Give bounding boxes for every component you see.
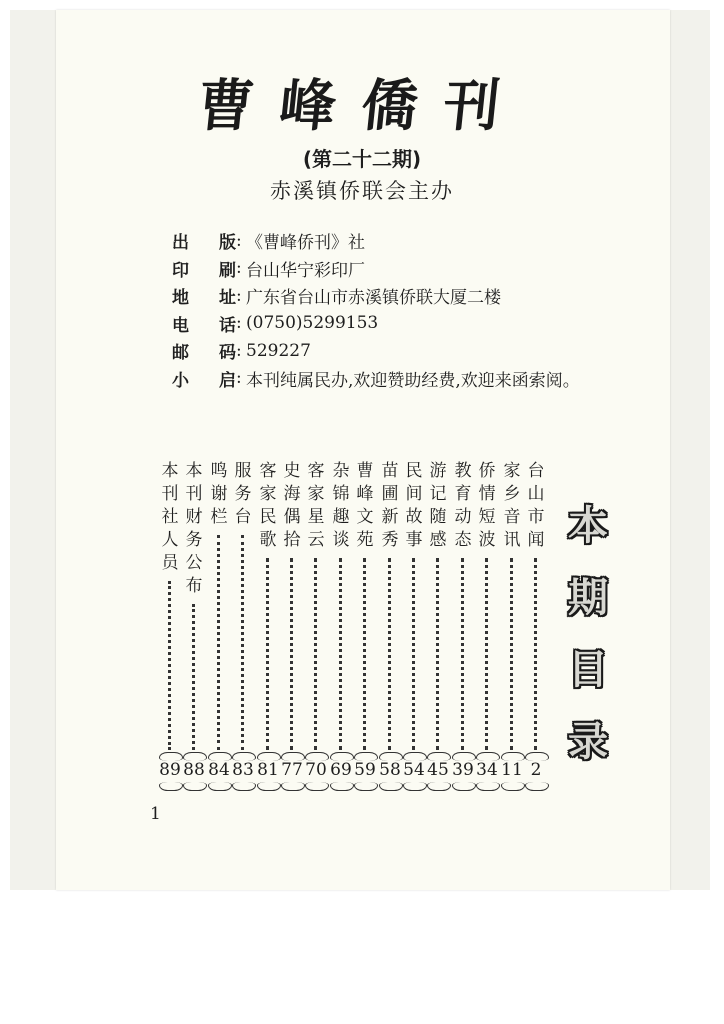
toc-leader-dots — [388, 558, 391, 750]
toc-entry-title-char: 间 — [405, 484, 423, 504]
toc-entry-title-char: 人 — [161, 530, 179, 550]
toc-page-number: 83 — [231, 760, 255, 780]
info-row-printer: 印 刷 : 台山华宁彩印厂 — [172, 255, 580, 283]
toc-entry-title-char: 公 — [185, 553, 203, 573]
toc-page-number: 89 — [158, 760, 182, 780]
toc-entry-title-char: 波 — [478, 530, 496, 550]
info-label: 电 话 — [172, 315, 236, 336]
toc-entry — [402, 460, 426, 552]
info-label: 邮 码 — [172, 343, 236, 364]
toc-page-number: 54 — [402, 760, 426, 780]
info-label: 印 刷 — [172, 260, 236, 281]
toc-entry-title-char: 海 — [283, 484, 301, 504]
info-value: 《曹峰侨刊》社 — [246, 233, 365, 254]
toc-entry-title-char: 动 — [454, 507, 472, 527]
toc-entry-title-char: 务 — [234, 484, 252, 504]
toc-entry — [158, 460, 182, 575]
toc-entry-title-char: 短 — [478, 507, 496, 527]
info-label: 出 版 — [172, 233, 236, 254]
toc-entry-title-char: 家 — [307, 484, 325, 504]
toc-entry-title-char: 苑 — [356, 530, 374, 550]
toc-entry-title-char: 讯 — [503, 530, 521, 550]
toc-entry-title-char: 曹 — [356, 461, 374, 481]
toc-page-number: 77 — [280, 760, 304, 780]
toc-entry-title-char: 闻 — [527, 530, 545, 550]
info-row-phone: 电 话 : (0750)5299153 — [172, 310, 580, 338]
toc-page-number: 88 — [182, 760, 206, 780]
toc-entry-title-char: 财 — [185, 507, 203, 527]
toc-entry-title-char: 新 — [381, 507, 399, 527]
toc-heading — [566, 490, 610, 778]
toc-entry-title-char: 乡 — [503, 484, 521, 504]
toc-heading-char: 本 — [568, 503, 608, 549]
toc-entry-title-char: 谈 — [332, 530, 350, 550]
toc-page-number: 11 — [500, 760, 524, 780]
toc-entry-title-char: 事 — [405, 530, 423, 550]
toc-heading-char: 期 — [568, 575, 608, 621]
toc-entry — [353, 460, 377, 552]
toc-entry — [207, 460, 231, 529]
toc-entry-title-char: 史 — [283, 461, 301, 481]
toc-entry-title-char: 客 — [307, 461, 325, 481]
toc-leader-dots — [266, 558, 269, 750]
toc-entry — [451, 460, 475, 552]
toc-leader-dots — [485, 558, 488, 750]
toc-entry-title-char: 务 — [185, 530, 203, 550]
toc-page-number: 58 — [378, 760, 402, 780]
info-value: 本刊纯属民办,欢迎赞助经费,欢迎来函索阅。 — [246, 370, 580, 391]
toc-leader-dots — [510, 558, 513, 750]
toc-leader-dots — [168, 581, 171, 750]
toc-leader-dots — [241, 535, 244, 750]
toc-page-number: 45 — [426, 760, 450, 780]
masthead-title: 曹峰僑刊 — [194, 73, 530, 139]
toc-entry-title-char: 随 — [429, 507, 447, 527]
toc-entry-title-char: 态 — [454, 530, 472, 550]
toc-entry-title-char: 家 — [259, 484, 277, 504]
toc-entry-title-char: 育 — [454, 484, 472, 504]
toc-entry — [231, 460, 255, 529]
toc-entry — [475, 460, 499, 552]
toc-page-number: 81 — [256, 760, 280, 780]
info-row-address: 地 址 : 广东省台山市赤溪镇侨联大厦二楼 — [172, 282, 580, 310]
toc-leader-dots — [314, 558, 317, 750]
toc-entry-title-char: 游 — [429, 461, 447, 481]
toc-entry-title-char: 刊 — [185, 484, 203, 504]
toc-entry-title-char: 圃 — [381, 484, 399, 504]
toc-entry-title-char: 家 — [503, 461, 521, 481]
sponsor-line: 赤溪镇侨联会主办 — [270, 179, 454, 203]
info-row-postcode: 邮 码 : 529227 — [172, 337, 580, 365]
toc-entry-title-char: 锦 — [332, 484, 350, 504]
toc-entry-title-char: 峰 — [356, 484, 374, 504]
toc-entry-title-char: 文 — [356, 507, 374, 527]
toc-leader-dots — [436, 558, 439, 750]
info-value: 台山华宁彩印厂 — [246, 260, 365, 281]
toc-entry-title-char: 市 — [527, 507, 545, 527]
toc-page-number: 2 — [524, 760, 548, 780]
toc-entry-title-char: 记 — [429, 484, 447, 504]
toc-entry-title-char: 苗 — [381, 461, 399, 481]
toc-leader-dots — [412, 558, 415, 750]
toc-entry-title-char: 山 — [527, 484, 545, 504]
toc-entry-title-char: 音 — [503, 507, 521, 527]
toc-leader-dots — [192, 604, 195, 750]
toc-entry-title-char: 台 — [234, 507, 252, 527]
toc-entry-title-char: 社 — [161, 507, 179, 527]
toc-entry-title-char: 鸣 — [210, 461, 228, 481]
toc-entry-title-char: 本 — [161, 461, 179, 481]
toc-entry — [304, 460, 328, 552]
toc-entry-title-char: 趣 — [332, 507, 350, 527]
toc-leader-dots — [217, 535, 220, 750]
toc-entry-title-char: 员 — [161, 553, 179, 573]
toc-leader-dots — [290, 558, 293, 750]
toc-page-number: 69 — [329, 760, 353, 780]
toc-entry-title-char: 教 — [454, 461, 472, 481]
info-value: 529227 — [246, 340, 311, 361]
page-number: 1 — [150, 804, 161, 824]
toc-entry-title-char: 布 — [185, 576, 203, 596]
info-value: 广东省台山市赤溪镇侨联大厦二楼 — [246, 288, 501, 309]
toc-entry-title-char: 民 — [405, 461, 423, 481]
toc-leader-dots — [534, 558, 537, 750]
toc-entry-title-char: 客 — [259, 461, 277, 481]
toc-entry-title-char: 拾 — [283, 530, 301, 550]
toc-entry — [524, 460, 548, 552]
info-label: 地 址 — [172, 288, 236, 309]
toc-entry-title-char: 故 — [405, 507, 423, 527]
toc-entry-title-char: 民 — [259, 507, 277, 527]
toc-entry — [426, 460, 450, 552]
toc-entry-title-char: 谢 — [210, 484, 228, 504]
toc-leader-dots — [339, 558, 342, 750]
info-value: (0750)5299153 — [246, 313, 379, 334]
toc-entry-title-char: 秀 — [381, 530, 399, 550]
toc-entry-title-char: 感 — [429, 530, 447, 550]
toc-entry-title-char: 歌 — [259, 530, 277, 550]
toc-entry — [280, 460, 304, 552]
toc-entry-title-char: 偶 — [283, 507, 301, 527]
toc-leader-dots — [461, 558, 464, 750]
toc-page-number: 70 — [304, 760, 328, 780]
toc-entry — [500, 460, 524, 552]
toc-leader-dots — [363, 558, 366, 750]
toc-entry-title-char: 台 — [527, 461, 545, 481]
toc-entry — [256, 460, 280, 552]
toc-heading-char: 录 — [568, 719, 608, 765]
info-row-publisher: 出 版 : 《曹峰侨刊》社 — [172, 227, 580, 255]
toc-entry-title-char: 服 — [234, 461, 252, 481]
toc-entry-title-char: 本 — [185, 461, 203, 481]
toc-entry-title-char: 云 — [307, 530, 325, 550]
info-label: 小 启 — [172, 370, 236, 391]
toc-entry — [182, 460, 206, 598]
toc-page-number: 39 — [451, 760, 475, 780]
toc-heading-char: 目 — [568, 647, 608, 693]
toc-page-number: 84 — [207, 760, 231, 780]
toc-page-number: 59 — [353, 760, 377, 780]
toc-entry-title-char: 杂 — [332, 461, 350, 481]
toc-page-number: 34 — [475, 760, 499, 780]
toc-entry — [329, 460, 353, 552]
info-row-notice: 小 启 : 本刊纯属民办,欢迎赞助经费,欢迎来函索阅。 — [172, 365, 580, 393]
toc-entry-title-char: 栏 — [210, 507, 228, 527]
publication-info — [172, 227, 580, 392]
toc-entry-title-char: 刊 — [161, 484, 179, 504]
issue-number: (第二十二期) — [302, 147, 422, 171]
toc-entry-title-char: 情 — [478, 484, 496, 504]
toc-entry-title-char: 侨 — [478, 461, 496, 481]
toc-entry-title-char: 星 — [307, 507, 325, 527]
toc-entry — [378, 460, 402, 552]
